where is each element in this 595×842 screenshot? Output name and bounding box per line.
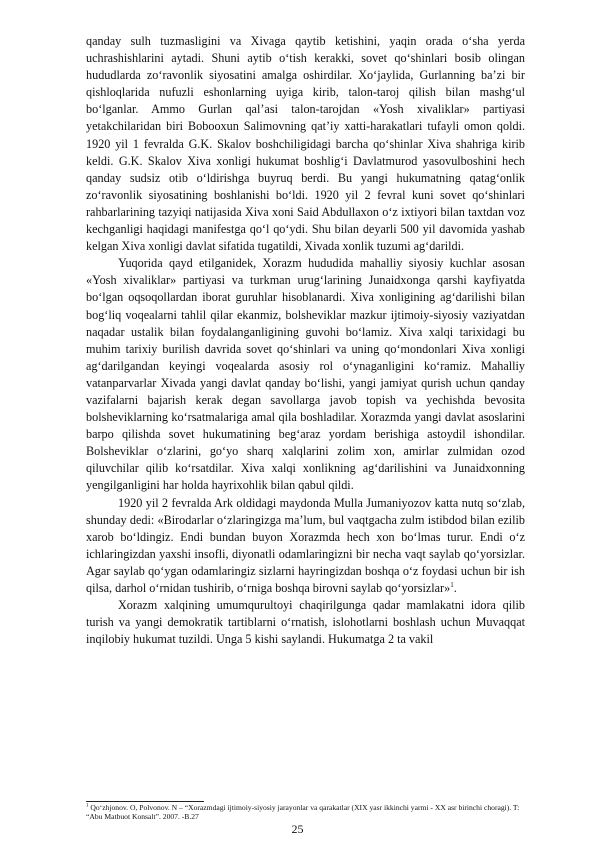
paragraph-3-text: 1920 yil 2 fevralda Ark oldidagi maydonda Mulla Jumaniyozov katta nutq so‘zlab, shunday dedi: «Birodarlar o‘zlaringizga ma’lum, bul vaqtgacha zulm istibdod bilan ezilib xarob bo‘ldingiz. Endi bundan buyon Xorazmda hech xon bo‘lmas turur. Endi o‘z ichlaringizdan yaxshi insofli, diyonatli odamlaringizni bir necha vaqt saylab qo‘yorsizlar. Agar saylab qo‘ygan odamlaringiz sizlarni hayringizdan boshqa o‘z foydasi uchun bir ish qilsa, darhol o‘rnidan tushirib, o‘rniga boshqa birovni saylab qo‘yorsizlar»: [86, 495, 525, 595]
page-number: 25: [291, 822, 304, 836]
footnote-number: 1: [86, 803, 89, 809]
paragraph-2: Yuqorida qayd etilganidek, Xorazm hududida mahalliy siyosiy kuchlar asosan «Yosh xivaliklar» partiyasi va turkman urug‘larining Junaidxonga qarshi kayfiyatda bo‘lgan oqsoqollardan iborat guruhlar hisoblanardi. Xiva xonligining ag‘darilishi bilan bog‘liq voqealarni tahlil qilar ekanmiz, bolsheviklar mazkur ijtimoiy-siyosiy vaziyatdan naqadar ustalik bilan foydalanganligining guvohi bo‘lamiz. Xiva xalqi tarixidagi bu muhim tarixiy burilish davrida sovet qo‘shinlari va uning qo‘mondonlari Xiva xonligi ag‘darilgandan keyingi voqealarda asosiy rol o‘ynaganligini ko‘ramiz. Mahalliy vatanparvarlar Xivada yangi davlat qanday bo‘lishi, yangi jamiyat qurish uchun qanday vazifalarni bajarish kerak degan savollarga javob topish va yechishda bevosita bolsheviklarning ko‘rsatmalariga amal qila boshladilar. Xorazmda yangi davlat asoslarini barpo qilishda sovet hukumatining beg‘araz yordam berishiga astoydil ishondilar. Bolsheviklar o‘zlarini, go‘yo sharq xalqlarini zolim xon, amirlar zulmidan ozod qiluvchilar qilib ko‘rsatdilar. Xiva xalqi xonlikning ag‘darilishini va Junaidxonning yengilganligini har holda hayrixohlik bilan qabul qildi.: [86, 256, 525, 493]
paragraph-3: 1920 yil 2 fevralda Ark oldidagi maydonda Mulla Jumaniyozov katta nutq so‘zlab, shunday dedi: «Birodarlar o‘zlaringizga ma’lum, bul vaqtgacha zulm istibdod bilan ezilib xarob bo‘ldingiz. Endi bundan buyon Xorazmda hech xon bo‘lmas turur. Endi o‘z ichlaringizdan yaxshi insofli, diyonatli odamlaringizni bir necha vaqt saylab qo‘yorsizlar. Agar saylab qo‘ygan odamlaringiz sizlarni hayringizdan boshqa o‘z foydasi uchun bir ish qilsa, darhol o‘rnidan tushirib, o‘rniga boshqa birovni saylab qo‘yorsizlar»$^1$.: [86, 495, 525, 595]
main-text: [86, 33, 525, 648]
paragraph-1: qanday sulh tuzmasligini va Xivaga qaytib ketishini, yaqin orada o‘sha yerda uchrashishlarini aytadi. Shuni aytib o‘tish kerakki, sovet qo‘shinlari bosib olingan hududlarda zo‘ravonlik siyosatini amalga oshirdilar. Xo‘jaylida, Gurlanning ba’zi bir qishloqlarida nufuzli eshonlarning uyiga kirib, talon-taroj qilish bilan mashg‘ul bo‘lganlar. Ammo Gurlan qal’asi talon-tarojdan «Yosh xivaliklar» partiyasi yetakchilaridan biri Boboоxun Salimovning qat’iy xatti-harakatlari tufayli omon qoldi. 1920 yil 1 fevralda G.K. Skalov boshchiligidagi barcha qo‘shinlar Xiva shahriga kirib keldi. G.K. Skalov Xiva xonligi hukumat boshlig‘i Davlatmurod yasovulboshini hech qanday sudsiz otib o‘ldirishga buyruq berdi. Bu yangi hukumatning qatag‘onlik zo‘ravonlik siyosatining boshlanishi bo‘ldi. 1920 yil 2 fevral kuni sovet qo‘shinlari rahbarlarining tazyiqi natijasida Xiva xoni Said Abdullaxon o‘z ixtiyori bilan taxtdan voz kechganligi haqidagi manifestga qo‘l qo‘ydi. Shu bilan deyarli 500 yil davomida yashab kelgan Xiva xonligi davlat sifatida tugatildi, Xivada xonlik tuzumi ag‘darildi.: [86, 34, 525, 254]
footnote: [86, 803, 525, 822]
footnote-text: Qo‘zhjonov. O, Polvonov. N – “Xorazmdagi ijtimoiy-siyosiy jarayonlar va qarakatlar (XIX yasr ikkinchi yarmi - XX asr birinchi choragi). T: “Abu Matbuot Konsalt”. 2007. -B.27: [86, 803, 520, 822]
footnote-reference: 1: [450, 580, 454, 589]
footnote-divider: [86, 801, 204, 802]
paragraph-4: Xorazm xalqining umumqurultoyi chaqirilgunga qadar mamlakatni idora qilib turish va yangi demokratik tartiblarni o‘rnatish, islohotlarni boshlash uchun Muvaqqat inqilobiy hukumat tuzildi. Unga 5 kishi saylandi. Hukumatga 2 ta vakil: [86, 598, 525, 647]
